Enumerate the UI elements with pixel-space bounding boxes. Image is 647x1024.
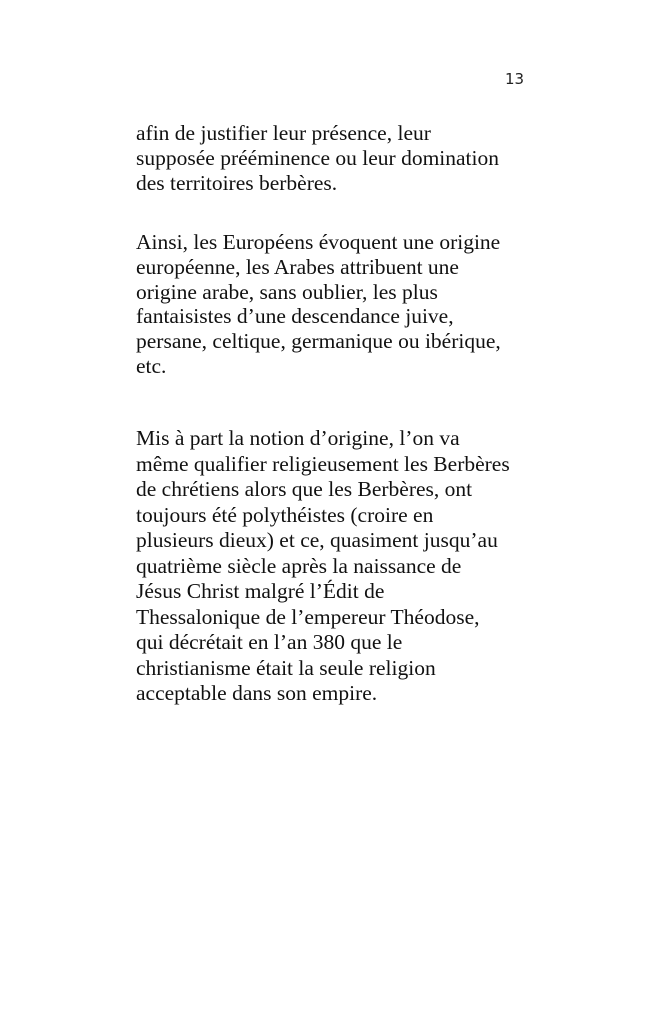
text-line: christianisme était la seule religion	[136, 655, 436, 680]
paragraph-1	[136, 121, 499, 195]
text-line: qui décrétait en l’an 380 que le	[136, 630, 403, 654]
text-line: plusieurs dieux) et ce, quasiment jusqu’au	[136, 528, 498, 552]
text-line: acceptable dans son empire.	[136, 681, 378, 705]
text-line: origine arabe, sans oublier, les plus	[136, 279, 438, 304]
text-line: toujours été polythéistes (croire en	[136, 502, 434, 527]
text-line: afin de justifier leur présence, leur	[136, 121, 431, 145]
text-line: Thessalonique de l’empereur Théodose,	[136, 604, 480, 629]
text-line: même qualifier religieusement les Berbères	[136, 451, 510, 476]
page-number: 13	[505, 70, 525, 88]
text-line: quatrième siècle après la naissance de	[136, 553, 462, 578]
text-line: supposée prééminence ou leur domination	[136, 145, 500, 170]
text-line: Mis à part la notion d’origine, l’on va	[136, 426, 460, 450]
text-line: etc.	[136, 353, 167, 378]
text-line: Ainsi, les Européens évoquent une origine	[136, 230, 501, 254]
text-line: de chrétiens alors que les Berbères, ont	[136, 477, 473, 501]
paragraph-3	[136, 426, 510, 707]
text-line: persane, celtique, germanique ou ibérique,	[136, 329, 501, 354]
text-line: européenne, les Arabes attribuent une	[136, 254, 459, 279]
text-line: Jésus Christ malgré l’Édit de	[136, 579, 385, 603]
paragraph-2	[136, 230, 501, 379]
text-line: fantaisistes d’une descendance juive,	[136, 304, 454, 329]
text-line: des territoires berbères.	[136, 170, 338, 195]
